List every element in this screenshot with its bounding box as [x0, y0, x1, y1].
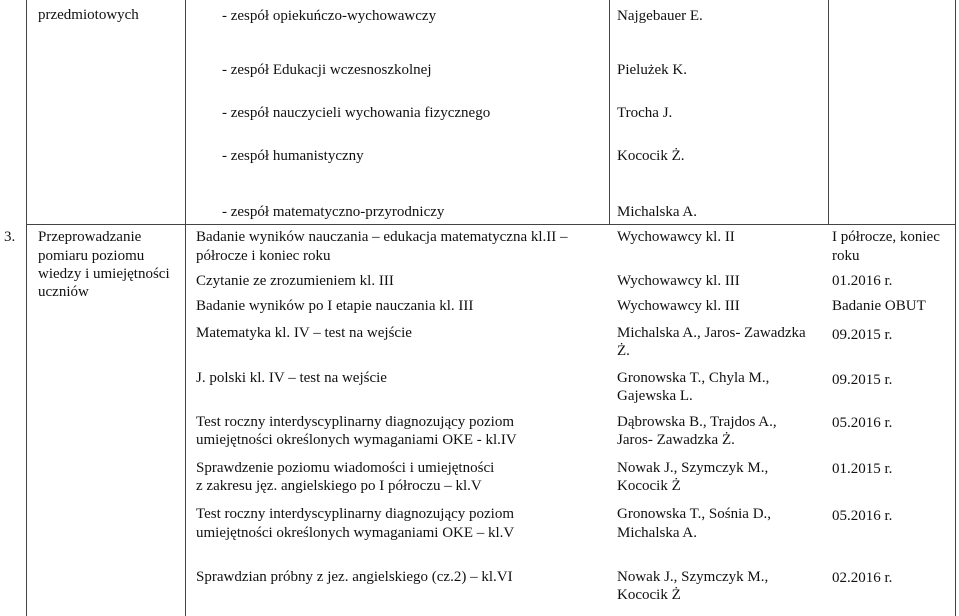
table-row-divider — [26, 224, 956, 225]
date-text: 02.2016 r. — [832, 570, 893, 586]
task-text: umiejętności określonych wymaganiami OKE – kl.V — [196, 525, 515, 541]
task-text: z zakresu jęz. angielskiego po I półroczu – kl.V — [196, 478, 482, 494]
team-person: Pielużek K. — [617, 62, 687, 78]
team-person: Kococik Ż. — [617, 148, 685, 164]
date-text: 05.2016 r. — [832, 415, 893, 431]
responsible-text: Nowak J., Szymczyk M., — [617, 460, 769, 476]
date-text: 01.2015 r. — [832, 461, 893, 477]
team-person: Najgebauer E. — [617, 8, 703, 24]
task-text: umiejętności określonych wymaganiami OKE - kl.IV — [196, 432, 517, 448]
team-task: - zespół nauczycieli wychowania fizycznego — [222, 105, 491, 121]
team-person: Trocha J. — [617, 105, 673, 121]
responsible-text: Wychowawcy kl. II — [617, 229, 735, 245]
date-text: 05.2016 r. — [832, 508, 893, 524]
team-task: - zespół matematyczno-przyrodniczy — [222, 204, 445, 220]
responsible-text: Michalska A., Jaros- Zawadzka — [617, 325, 806, 341]
task-text: Badanie wyników nauczania – edukacja matematyczna kl.II – — [196, 229, 568, 245]
responsible-text: Jaros- Zawadzka Ż. — [617, 432, 735, 448]
date-text: 01.2016 r. — [832, 273, 893, 289]
responsible-text: Gronowska T., Sośnia D., — [617, 506, 772, 522]
task-text: J. polski kl. IV – test na wejście — [196, 370, 387, 386]
task-text: półrocze i koniec roku — [196, 248, 331, 264]
responsible-text: Dąbrowska B., Trajdos A., — [617, 414, 777, 430]
section-title-line: wiedzy i umiejętności — [38, 266, 170, 282]
responsible-text: Kococik Ż — [617, 587, 681, 603]
table-border-col1 — [185, 0, 186, 616]
task-text: Czytanie ze zrozumieniem kl. III — [196, 273, 394, 289]
responsible-text: Wychowawcy kl. III — [617, 273, 740, 289]
responsible-text: Gajewska L. — [617, 388, 693, 404]
team-task: - zespół humanistyczny — [222, 148, 364, 164]
date-text: Badanie OBUT — [832, 298, 926, 314]
date-text: 09.2015 r. — [832, 327, 893, 343]
task-text: Test roczny interdyscyplinarny diagnozujący poziom — [196, 506, 515, 522]
responsible-text: Michalska A. — [617, 525, 697, 541]
section-number: 3. — [4, 229, 16, 245]
date-text: 09.2015 r. — [832, 372, 893, 388]
table-border-right — [955, 0, 956, 616]
responsible-text: Ż. — [617, 343, 630, 359]
section-title-line: Przeprowadzanie — [38, 229, 142, 245]
team-person: Michalska A. — [617, 204, 697, 220]
section-title-line: uczniów — [38, 284, 89, 300]
table-border-col3 — [609, 0, 610, 224]
responsible-text: Gronowska T., Chyla M., — [617, 370, 770, 386]
cell-subject: przedmiotowych — [38, 7, 139, 23]
team-task: - zespół opiekuńczo-wychowawczy — [222, 8, 437, 24]
task-text: Sprawdzian próbny z jez. angielskiego (cz.2) – kl.VI — [196, 569, 513, 585]
task-text: Matematyka kl. IV – test na wejście — [196, 325, 412, 341]
task-text: Sprawdzenie poziomu wiadomości i umiejętności — [196, 460, 495, 476]
section-title-line: pomiaru poziomu — [38, 248, 145, 264]
team-task: - zespół Edukacji wczesnoszkolnej — [222, 62, 432, 78]
responsible-text: Kococik Ż — [617, 478, 681, 494]
table-border-left — [26, 0, 27, 616]
task-text: Badanie wyników po I etapie nauczania kl. III — [196, 298, 474, 314]
responsible-text: Nowak J., Szymczyk M., — [617, 569, 769, 585]
responsible-text: Wychowawcy kl. III — [617, 298, 740, 314]
date-text: I półrocze, koniec — [832, 229, 940, 245]
table-border-col4 — [828, 0, 829, 224]
task-text: Test roczny interdyscyplinarny diagnozujący poziom — [196, 414, 515, 430]
date-text: roku — [832, 248, 860, 264]
